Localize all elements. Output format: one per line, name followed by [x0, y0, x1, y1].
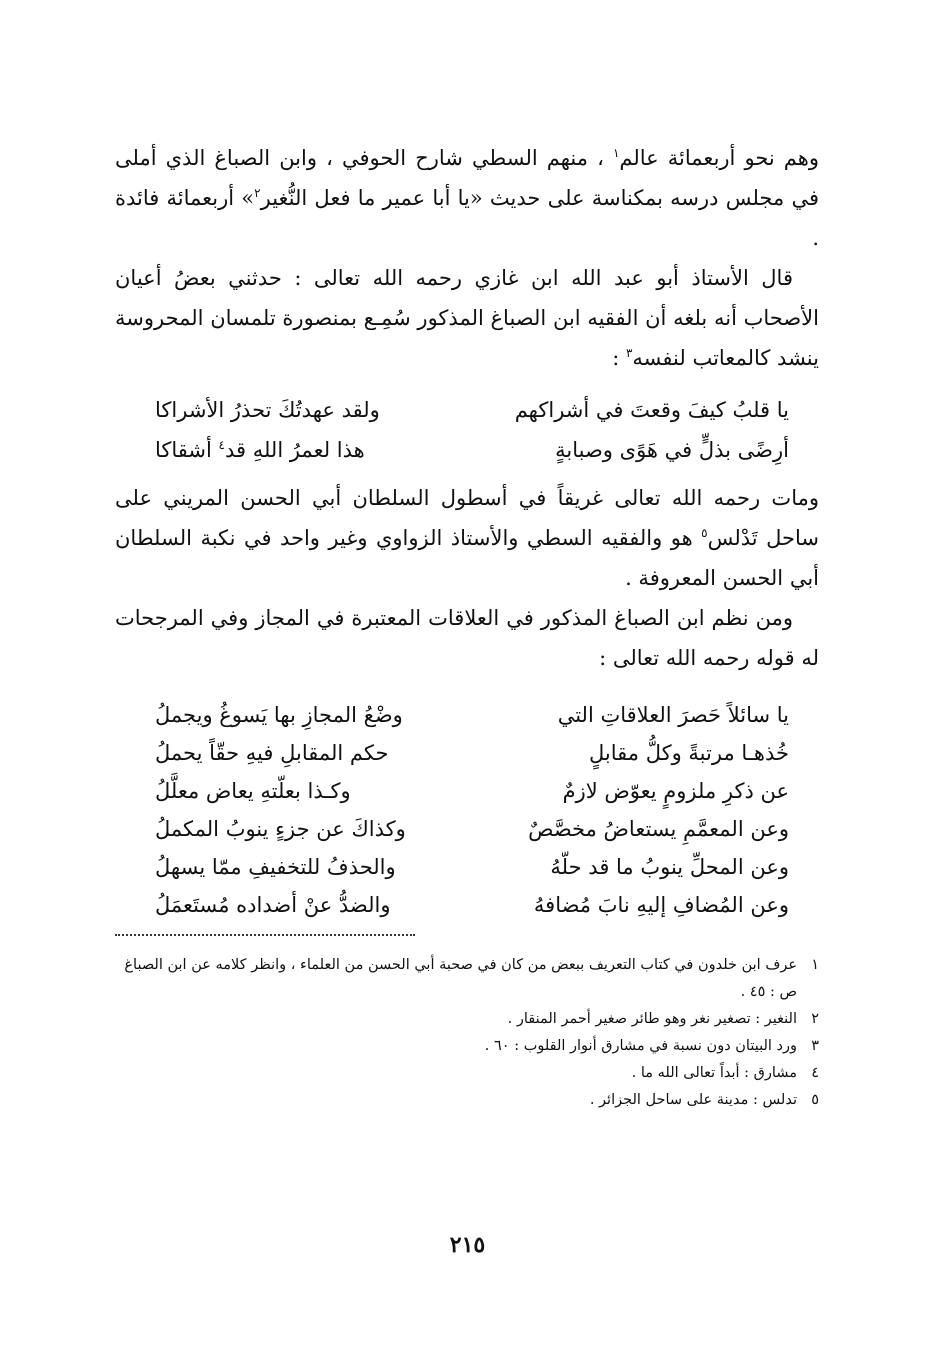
poem-2-verse-5 — [115, 848, 819, 886]
page-number: ٢١٥ — [449, 1232, 486, 1258]
hemistich-second: وضْعُ المجازِ بها يَسوغُ ويجملُ — [155, 703, 403, 727]
footnote-number: ٣ — [811, 1038, 819, 1054]
paragraph-2-text-a: قال الأستاذ أبو عبد الله ابن غازي رحمه الله تعالى : حدثني بعضُ أعيان الأصحاب أنه بلغه أن الفقيه ابن الصباغ المذكور سُمِـع بمنصورة تلمسان المحروسة ينشد كالمعاتب لنفسه — [115, 266, 819, 370]
hemistich-second-end: أشقاكا — [155, 438, 219, 462]
poem-1-verse-1 — [115, 390, 819, 430]
hemistich-first: خُذهـا مرتبةً وكلُّ مقابلٍ — [589, 741, 789, 765]
footnote-text: مشارق : أبداً تعالى الله ما . — [631, 1065, 797, 1081]
footnote-text: تدلس : مدينة على ساحل الجزائر . — [589, 1092, 797, 1108]
footnote-ref-5: ٥ — [701, 526, 708, 540]
hemistich-first: وعن المُضافِ إليهِ نابَ مُضافهُ — [533, 893, 789, 917]
paragraph-3-text-a: ومات رحمه الله تعالى غريقاً في أسطول السلطان أبي الحسن المريني على ساحل تَدْلس — [115, 486, 820, 550]
footnote-number: ٤ — [811, 1065, 819, 1081]
footnote-1 — [115, 952, 819, 1006]
footnote-text: عرف ابن خلدون في كتاب التعريف ببعض من كان في صحبة أبي الحسن من العلماء ، وانظر كلامه عن ابن الصباغ ص : ٤٥ . — [124, 957, 797, 1000]
paragraph-1-text-c: » أربعمائة فائدة . — [115, 186, 819, 250]
footnote-number: ٥ — [811, 1092, 819, 1108]
footnotes — [115, 952, 819, 1114]
paragraph-3 — [115, 478, 819, 598]
hemistich-second: وكذاكَ عن جزءٍ ينوبُ المكملُ — [155, 817, 406, 841]
hemistich-first: عن ذكرِ ملزومٍ يعوّض لازمٌ — [562, 779, 789, 803]
poem-1 — [115, 390, 819, 470]
footnote-2 — [115, 1006, 819, 1033]
hemistich-second: والحذفُ للتخفيفِ ممّا يسهلُ — [155, 855, 396, 879]
poem-2 — [115, 696, 819, 924]
footnote-divider — [115, 934, 415, 936]
hemistich-second: وكـذا بعلّتهِ يعاض معلَّلُ — [155, 779, 351, 803]
hemistich-first: وعن المعمَّمِ يستعاضُ مخصَّصٌ — [528, 817, 789, 841]
footnote-5 — [115, 1087, 819, 1114]
footnote-ref-2: ٢ — [254, 186, 261, 200]
hemistich-second — [155, 430, 447, 470]
hemistich-second: حكم المقابلِ فيهِ حقّاً يحملُ — [155, 741, 389, 765]
poem-2-verse-1 — [115, 696, 819, 734]
hemistich-first: يا قلبُ كيفَ وقعتَ في أشراكهم — [514, 398, 789, 422]
paragraph-2 — [115, 258, 819, 378]
hemistich-first: أرِضًى بذلٍّ في هَوًى وصبابةٍ — [555, 438, 789, 462]
paragraph-2-text-b: : — [612, 346, 626, 370]
footnote-number: ١ — [811, 957, 819, 973]
hemistich-first: وعن المحلِّ ينوبُ ما قد حلّهُ — [550, 855, 789, 879]
poem-2-verse-3 — [115, 772, 819, 810]
poem-2-verse-4 — [115, 810, 819, 848]
paragraph-1-text-a: وهم نحو أربعمائة عالم — [619, 146, 819, 170]
poem-2-verse-2 — [115, 734, 819, 772]
paragraph-1 — [115, 138, 819, 258]
footnote-text: النغير : تصغير نغر وهو طائر صغير أحمر المنقار . — [507, 1011, 797, 1027]
footnote-ref-1: ١ — [612, 146, 620, 160]
paragraph-1-text-b: ، منهم السطي شارح الحوفي ، وابن الصباغ الذي أملى في مجلس درسه بمكناسة على حديث «يا أبا عمير ما فعل النُّغير — [115, 146, 819, 210]
hemistich-first: يا سائلاً حَصرَ العلاقاتِ التي — [557, 703, 789, 727]
poem-2-verse-6 — [115, 886, 819, 924]
footnote-text: ورد البيتان دون نسبة في مشارق أنوار القلوب : ٦٠ . — [484, 1038, 797, 1054]
footnote-ref-3: ٣ — [625, 346, 633, 360]
hemistich-second: والضدُّ عنْ أضداده مُستَعمَلُ — [155, 893, 391, 917]
page-content — [115, 138, 819, 1114]
poem-1-verse-2 — [115, 430, 819, 470]
hemistich-second-text: هذا لعمرُ اللهِ قد — [224, 438, 365, 462]
footnote-3 — [115, 1033, 819, 1060]
footnote-ref-4: ٤ — [218, 438, 225, 452]
paragraph-4: ومن نظم ابن الصباغ المذكور في العلاقات المعتبرة في المجاز وفي المرجحات له قوله رحمه الله تعالى : — [115, 606, 819, 670]
footnote-4 — [115, 1060, 819, 1087]
hemistich-second: ولقد عهدتُكَ تحذرُ الأشراكا — [155, 398, 380, 422]
paragraph-3-text-b: هو والفقيه السطي والأستاذ الزواوي وغير واحد في نكبة السلطان أبي الحسن المعروفة . — [115, 526, 819, 590]
footnote-number: ٢ — [811, 1011, 819, 1027]
